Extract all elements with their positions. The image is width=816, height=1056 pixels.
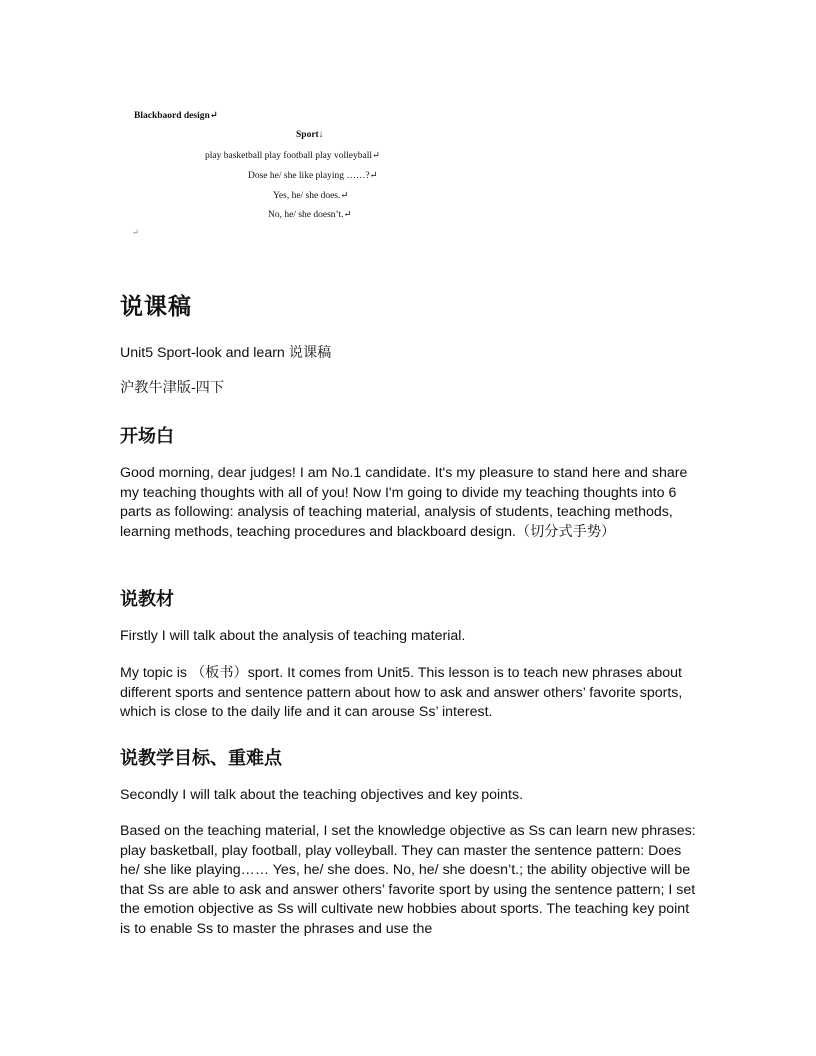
paragraph-opening: Good morning, dear judges! I am No.1 candidate. It's my pleasure to stand here and share my teaching thoughts with all of you! Now I'm going to divide my teaching thoughts into 6 parts as following: analysis of teaching material, analysis of students, teaching methods, learning methods, teaching procedures and blackboard design.（切分式手势）	[120, 465, 688, 540]
paragraph-mark: ↵	[132, 228, 139, 237]
document-subtitle-unit: Unit5 Sport-look and learn 说课稿	[120, 345, 332, 361]
blackboard-answer-yes: Yes, he/ she does.↵	[273, 191, 349, 201]
paragraph-objectives-detail: Based on the teaching material, I set the knowledge objective as Ss can learn new phrases: play basketball, play football, play volleyball. They can master the sentence pattern: Does he/ she like playing…… Yes, he/ she does. No, he/ she doesn’t.; the ability objective will be that Ss are able to ask and answer others’ favorite sport by using the sentence pattern; I set the emotion objective as Ss will cultivate new hobbies about sports. The teaching key point is to enable Ss to master the phrases and use the	[120, 823, 696, 937]
blackboard-answer-no: No, he/ she doesn’t.↵	[268, 210, 352, 220]
blackboard-question: Dose he/ she like playing ……?↵	[248, 171, 378, 181]
blackboard-design-image	[120, 104, 450, 244]
document-title: 说课稿	[120, 294, 192, 320]
paragraph-objectives-intro: Secondly I will talk about the teaching objectives and key points.	[120, 787, 524, 803]
document-subtitle-edition: 沪教牛津版-四下	[120, 380, 225, 396]
paragraph-material-topic: My topic is （板书）sport. It comes from Unit5. This lesson is to teach new phrases about different sports and sentence pattern about how to ask and answer others’ favorite sports, which is close to the daily life and it can arouse Ss’ interest.	[120, 665, 683, 721]
section-heading-objectives: 说教学目标、重难点	[120, 748, 282, 769]
blackboard-phrases: play basketball play football play volleyball↵	[205, 151, 380, 161]
section-heading-material: 说教材	[120, 589, 174, 610]
paragraph-material-intro: Firstly I will talk about the analysis of teaching material.	[120, 628, 466, 644]
blackboard-sport: Sport↓	[296, 130, 324, 140]
section-heading-opening: 开场白	[120, 426, 174, 447]
blackboard-title: Blackbaord design↵	[134, 111, 218, 121]
